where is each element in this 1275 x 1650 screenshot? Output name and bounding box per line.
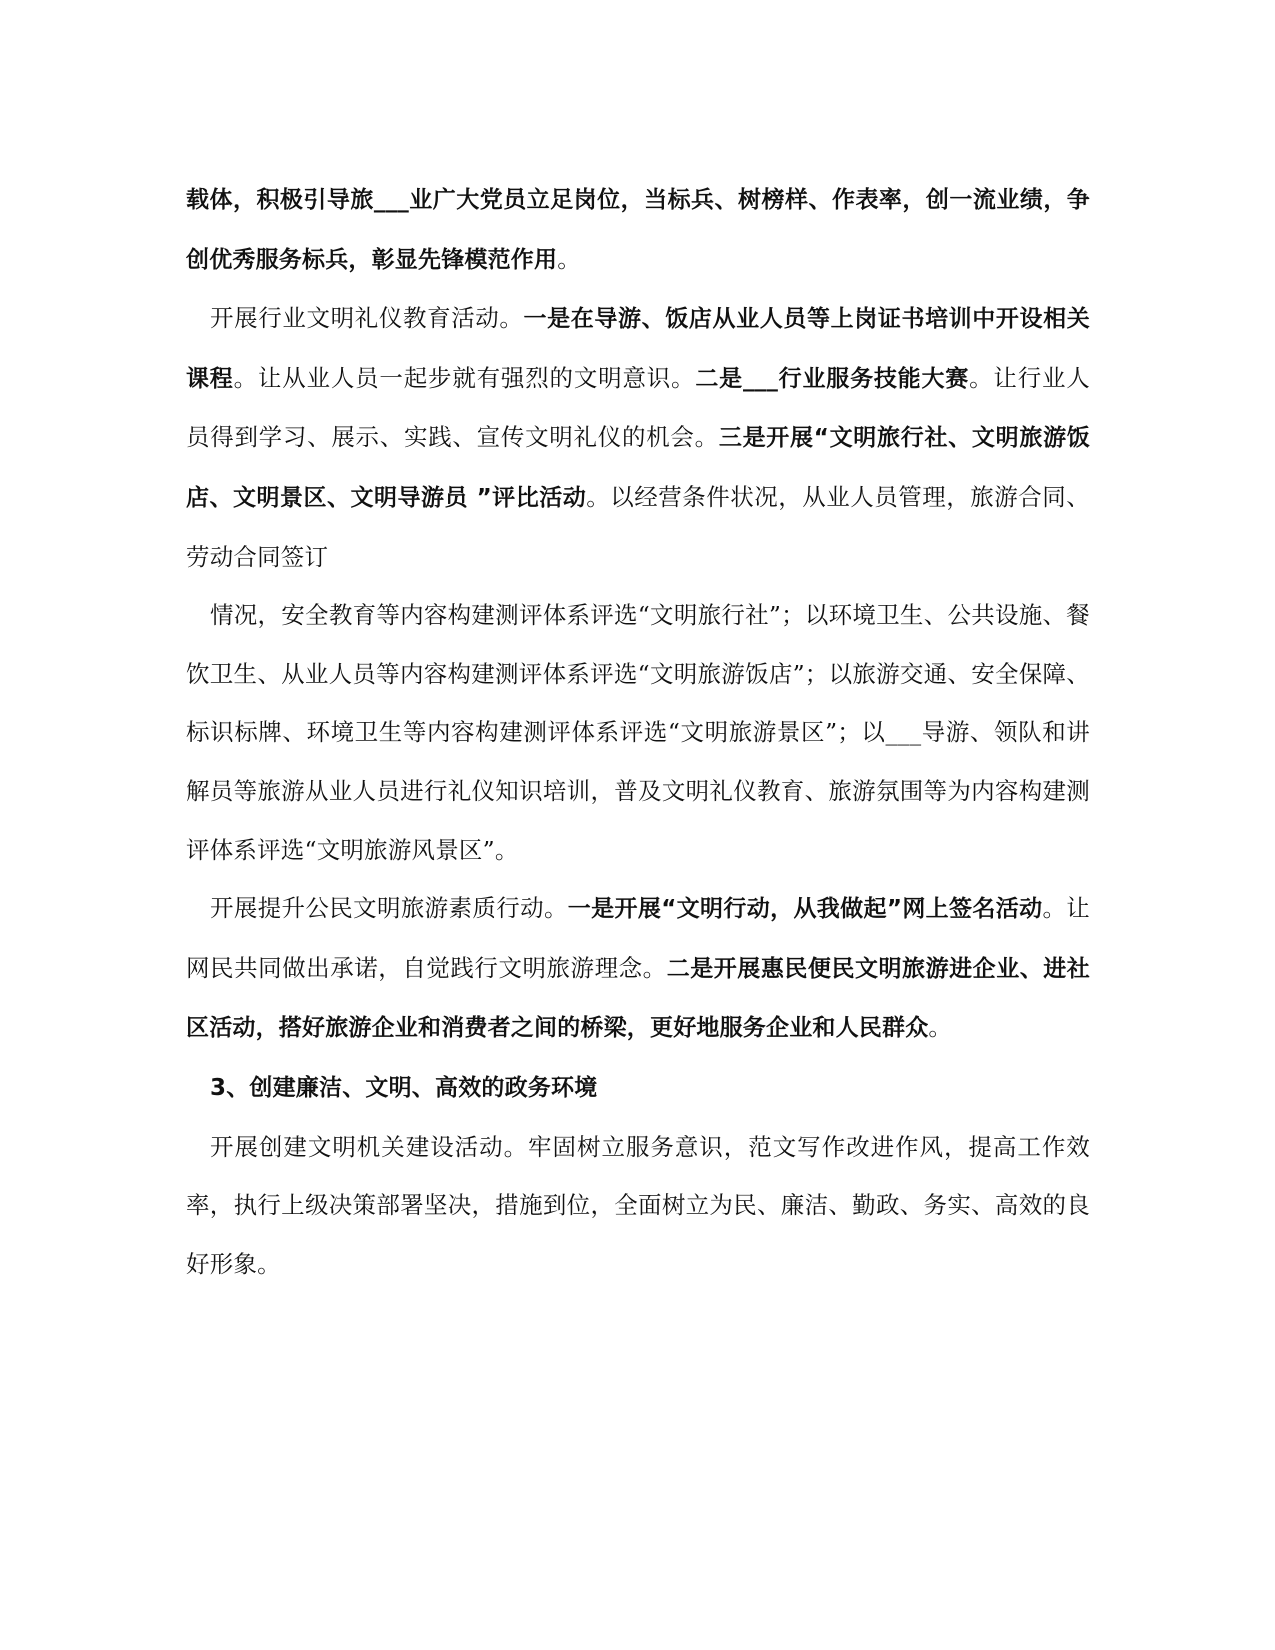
paragraph-6 [186,1118,1090,1294]
text-run: 一是开展“文明行动，从我做起”网上签名活动 [567,896,1043,923]
text-run: 三是开展“文明旅行社、文明旅游饭店、文明景区、文明导游员 ”评比活动 [186,425,1090,511]
text-run: 载体，积极引导旅___业广大党员立足岗位，当标兵、树榜样、作表率，创一流业绩，争创优秀服务标兵，彰显先锋模范作用 [186,187,1090,273]
paragraph-3 [186,586,1090,879]
section-heading [186,1058,1090,1118]
text-run: 。让行业人员得到学习、展示、实践、宣传文明礼仪的机会。 [186,363,1091,452]
text-run: 开展行业文明礼仪教育活动。 [210,304,524,333]
text-run: 开展创建文明机关建设活动。牢固树立服务意识，范文写作改进作风，提高工作效率，执行上级决策部署坚决，措施到位，全面树立为民、廉洁、勤政、务实、高效的良好形象。 [186,1132,1090,1278]
document-body [186,170,1090,1293]
text-run: 。以经营条件状况，从业人员管理，旅游合同、劳动合同签订 [186,482,1090,571]
text-run: 情况，安全教育等内容构建测评体系评选“文明旅行社”；以环境卫生、公共设施、餐饮卫生、从业人员等内容构建测评体系评选“文明旅游饭店”；以旅游交通、安全保障、标识标牌、环境卫生等内容构建测评体系评选“文明旅游景区”；以___导游、领队和讲解员等旅游从业人员进行礼仪知识培训，普及文明礼仪教育、旅游氛围等为内容构建测评体系评选“文明旅游风景区”。 [186,601,1090,864]
paragraph-2 [186,289,1090,586]
text-run: 二是___行业服务技能大赛 [695,365,970,392]
text-run: 二是开展惠民便民文明旅游进企业、进社区活动，搭好旅游企业和消费者之间的桥梁，更好地服务企业和人民群众 [186,955,1090,1042]
text-run: 开展提升公民文明旅游素质行动。 [210,894,568,923]
text-run: 。让网民共同做出承诺，自觉践行文明旅游理念。 [186,894,1091,982]
text-run: 一是在导游、饭店从业人员等上岗证书培训中开设相关课程 [186,306,1090,392]
paragraph-1 [186,170,1090,289]
text-run: 。 [928,1013,953,1042]
text-run: 。 [557,244,581,273]
paragraph-4 [186,879,1090,1058]
text-run: 。让从业人员一起步就有强烈的文明意识。 [233,363,696,392]
heading-text: 3、创建廉洁、文明、高效的政务环境 [210,1074,598,1101]
